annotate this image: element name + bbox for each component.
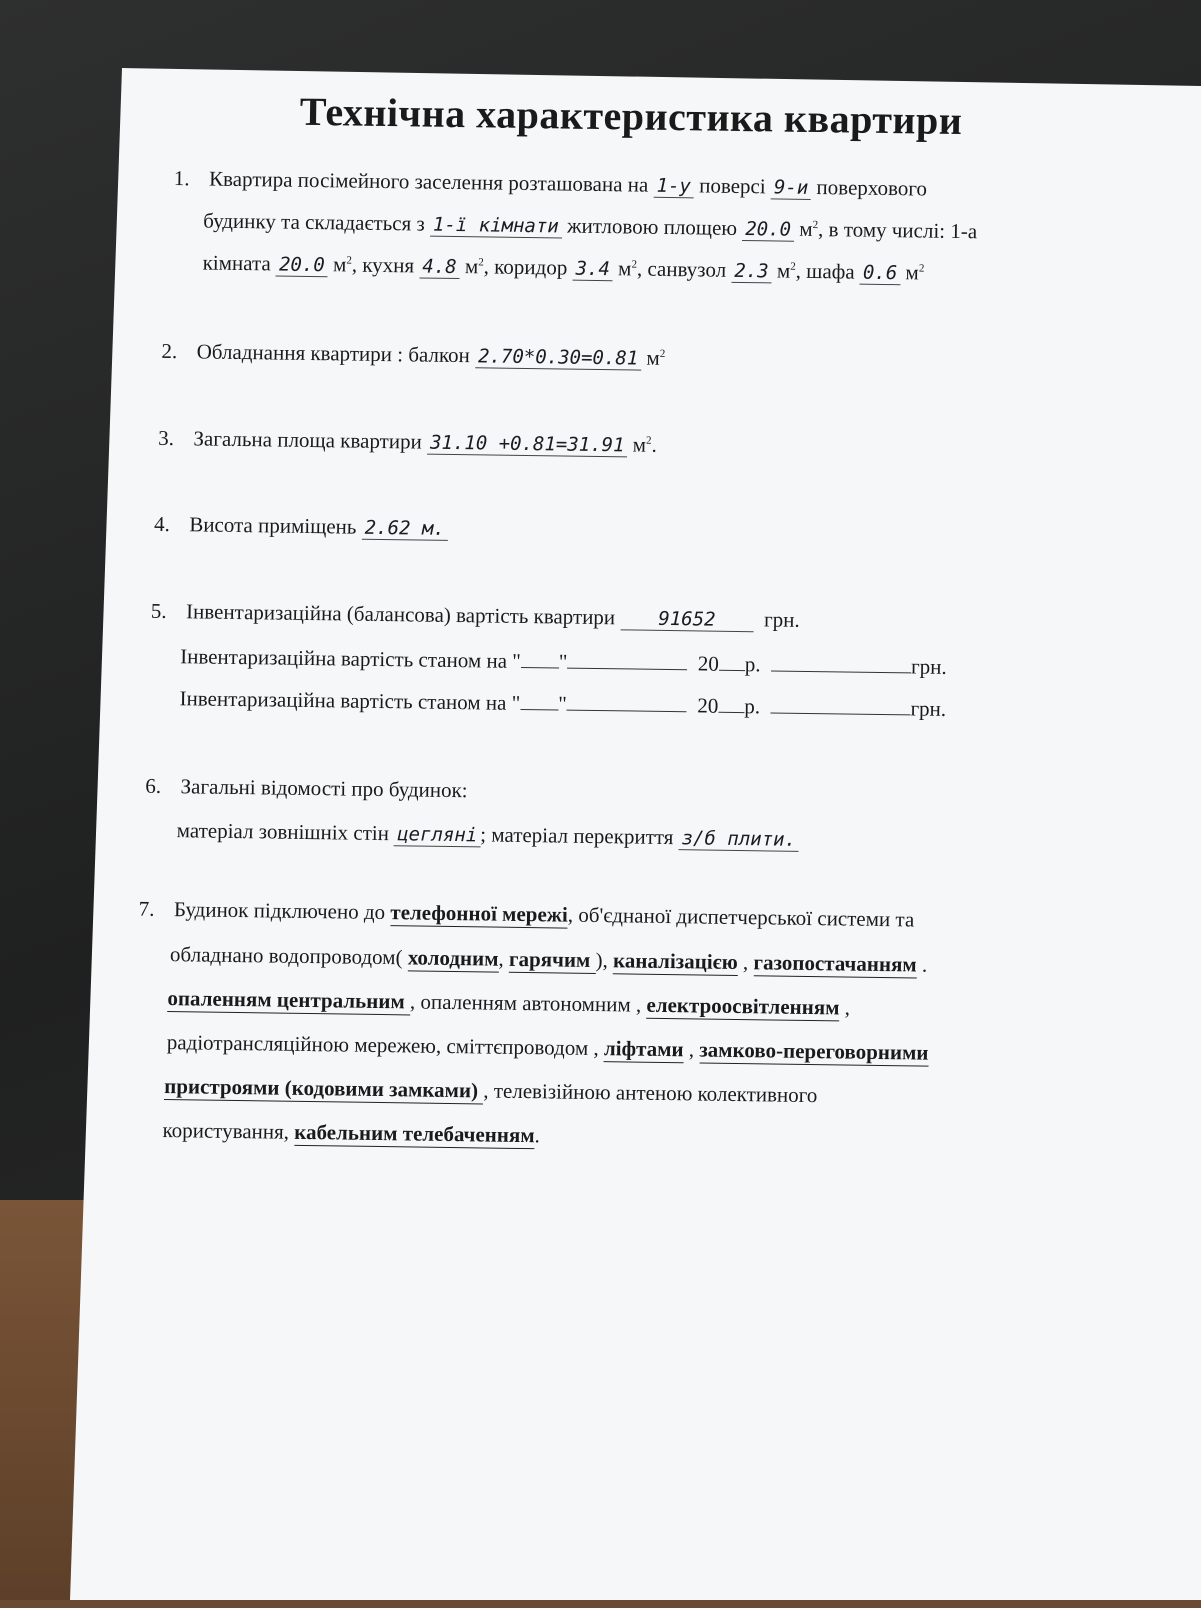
item-5-line-3: Інвентаризаційна вартість станом на " " 20 р. грн. [179,686,947,721]
item-5-line-1: 5. Інвентаризаційна (балансова) вартість квартири 91652 грн. [150,598,800,632]
text-segment: , [683,1037,700,1062]
underlined-utility: опаленням центральним [167,986,411,1014]
underlined-utility: газопостачанням [753,950,917,977]
item-7-line-content [170,942,928,978]
item-7-line-3 [167,986,850,1021]
height-value: 2.62 м. [362,517,448,541]
date-month-blank [567,692,687,713]
item-1-line-2: будинку та складається з 1-ї кімнати житловою площею 20.0 $м^2$, в тому числі: 1-а [203,208,978,244]
corridor-value: 3.4 [572,258,613,282]
item-6-line-1: 6. Загальні відомості про будинок: [145,773,468,803]
underlined-utility: телефонної мережі [390,900,569,927]
item-5-line-2: Інвентаризаційна вартість станом на " " 20 р. грн. [180,644,947,679]
item-4: 4. Висота приміщень 2.62 м. [154,512,448,541]
underlined-utility: каналізацією [612,948,738,975]
value-blank [770,694,910,715]
closet-value: 0.6 [860,262,901,286]
item-7-line-6 [162,1118,540,1148]
item-7-line-content [174,897,915,931]
date-year-blank [718,694,744,713]
item-7-line-content [167,1030,929,1067]
date-day-blank [521,649,559,669]
underlined-utility: замково-переговорними [699,1037,929,1065]
underlined-utility: холодним [407,945,499,971]
living-area-value: 20.0 [742,218,794,242]
underlined-utility: пристроями (кодовими замками) [164,1074,484,1103]
text-segment: радіотрансляційною мережею, сміттєпроводом , [166,1030,605,1061]
text-segment: обладнано водопроводом( [169,942,408,970]
room1-value: 20.0 [276,253,328,277]
kitchen-value: 4.8 [419,255,460,279]
text-segment: . [534,1123,541,1148]
bathroom-value: 2.3 [731,260,772,284]
underlined-utility: електроосвітленням [646,992,840,1020]
text-segment: , [737,950,754,975]
text-segment: , опаленням автономним , [409,989,647,1017]
underlined-utility: гарячим [508,946,596,973]
inventory-value: 91652 [620,607,754,632]
item-1-line-3: кімната 20.0 $м^2$, кухня 4.8 $м^2$, коридор 3.4 $м^2$, санвузол 2.3 $м^2$, шафа 0.6 $м^2$ [202,250,925,285]
walls-material-value: цегляні [394,823,480,847]
floor-value: 1-у [653,175,694,199]
text-segment: . [916,952,928,977]
text-segment: , [839,995,851,1020]
text-segment: , телевізійною антеною колективного [483,1078,818,1108]
item-3: 3. Загальна площа квартири 31.10 +0.81=31.91 $м^2$. [158,425,657,457]
value-blank [771,652,911,673]
item-7-line-content [167,986,850,1021]
underlined-utility: кабельним телебаченням [294,1119,535,1148]
item-6-line-2: матеріал зовнішніх стін цегляні ; матеріал перекриття з/б плити. [177,818,800,852]
document-title: Технічна характеристика квартири [299,88,963,144]
rooms-value: 1-ї кімнати [430,214,562,239]
date-month-blank [567,650,687,671]
underlined-utility: ліфтами [603,1036,684,1062]
text-segment: , [498,946,510,971]
item-7-line-2 [170,942,928,978]
text-segment: , об'єднаної диспетчерської системи та [567,902,915,932]
item-7-line-content [162,1118,540,1149]
item-2: 2. Обладнання квартири : балкон 2.70*0.30=0.81 $м^2$ [161,338,666,370]
text-segment: користування, [162,1117,295,1144]
balcony-value: 2.70*0.30=0.81 [475,345,641,370]
item-7-line-4 [167,1030,929,1066]
item-7-line-content [164,1074,818,1107]
floor-slab-material-value: з/б плити. [678,827,799,852]
text-segment: ), [595,948,614,973]
item-7-line-1: 7. Будинок підключено до телефонної мережі, об'єднаної диспетчерської системи та [138,896,915,932]
total-area-value: 31.10 +0.81=31.91 [427,432,628,458]
date-day-blank [520,691,558,711]
date-year-blank [719,652,745,671]
item-7-line-5 [164,1074,818,1108]
text-segment: Будинок підключено до [173,897,391,925]
total-floors-value: 9-и [771,176,812,200]
item-1-line-1: 1. Квартира посімейного заселення розташована на 1-у поверсі 9-и поверхового [173,166,928,201]
